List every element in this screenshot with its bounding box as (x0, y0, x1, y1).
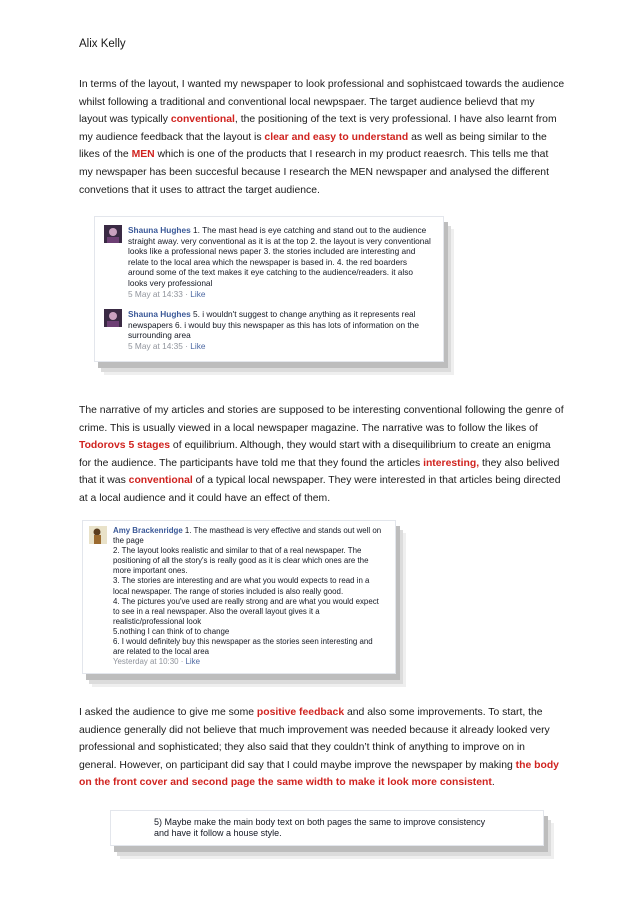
avatar (89, 526, 107, 544)
meta-separator: · (182, 340, 191, 351)
highlighted-text: clear and easy to understand (264, 131, 409, 143)
like-link[interactable]: Like (185, 657, 201, 667)
comment-line: 3. The stories are interesting and are what you would expects to read in a local newspaper. The range of stories included is also really good. (113, 576, 370, 596)
highlighted-text: conventional (128, 475, 193, 487)
feedback-screenshot-1 (94, 216, 444, 362)
avatar (104, 309, 122, 327)
paragraph-text: of equilibrium. Although, they would start with a disequilibrium to create an enigma for the audience. The participants have told me that they found the articles (79, 440, 551, 469)
paragraph-text: , the positioning of the text is very professional. I have also learnt from my audience feedback that the layout is (79, 114, 557, 143)
comment-line: 4. The pictures you've used are really strong and are what you would expect to see in a real newspaper. Also the overall layout gives it a realistic/professional look (113, 596, 379, 626)
highlighted-text: Todorovs 5 stages (79, 440, 171, 452)
paragraph-text: I asked the audience to give me some (79, 707, 257, 718)
comment-text: 1. The mast head is eye catching and stand out to the audience straight away. very conventional as it is at the top 2. the layout is very conventional looks like a professional news paper 3. the stories included are interesting and relate to the local area which the newspaper is based in. 4. the red boarders around some of the text makes it eye catching to the audience/readers. it also looks very professional (128, 225, 431, 288)
paragraph-text: of a typical local newspaper. They were interested in that articles being directed at a local audience and it could have an effect of them. (79, 475, 561, 504)
comment-time[interactable]: 5 May at 14:35 (128, 340, 183, 351)
commenter-name[interactable]: Shauna Hughes (128, 225, 191, 235)
feedback-screenshot-2 (82, 520, 396, 674)
meta-separator: · (178, 657, 186, 667)
highlighted-text: MEN (131, 149, 155, 161)
highlighted-text: interesting, (423, 457, 480, 469)
paragraph-text: . (491, 777, 495, 789)
highlighted-text: the body on the front cover and second page the same width to make it look more consistent (79, 759, 559, 789)
highlighted-text: positive feedback (256, 707, 345, 718)
comment-line: 1. The masthead is very effective and stands out well on the page (113, 526, 382, 546)
paragraph-text: which is one of the products that I research in my product reaesrch. This tells me that my newspaper has been succesful because I research the MEN newspaper and analysed the different convetions that it uses to attract the target audience. (79, 149, 549, 196)
like-link[interactable]: Like (190, 288, 206, 299)
commenter-name[interactable]: Shauna Hughes (128, 309, 191, 319)
paragraph-text: they also belived that it was (79, 457, 560, 487)
meta-separator: · (182, 288, 191, 299)
commenter-name[interactable]: Amy Brackenridge (113, 526, 183, 535)
feedback-paragraph (79, 704, 565, 792)
comment-time[interactable]: Yesterday at 10:30 (113, 657, 179, 667)
avatar (104, 225, 122, 243)
narrative-paragraph (79, 402, 565, 508)
comment-line: 2. The layout looks realistic and similar to that of a real newspaper. The positioning of all the story's is really good as it is clear which ones are the more important ones. (113, 546, 369, 576)
comment-line: 5.nothing I can think of to change (113, 626, 230, 636)
paragraph-text: In terms of the layout, I wanted my newspaper to look professional and sophistcaed towards the audience whilst following a traditional and conventional local newpspaer. The target audience believd that my layout was typically (79, 79, 565, 126)
paragraph-text: as well as being similar to the likes of the (79, 131, 547, 161)
comment-text: 5. i wouldn't suggest to change anything as it represents real newspapers 6. i would buy this newspaper as this has lots of information on the surrounding area (128, 309, 420, 341)
highlighted-text: conventional (170, 114, 235, 126)
comment-line: 6. I would definitely buy this newspaper as the stories seen interesting and are related to the local area (113, 637, 373, 657)
feedback-screenshot-3 (110, 810, 544, 846)
paragraph-text: and also some improvements. To start, the audience generally did not believe that much improvement was needed because it already looked very professional and sophisticated; they also said that they couldn’t think of anything to improve on in general. However, on participant did say that I could maybe improve the newspaper by making (79, 707, 550, 771)
paragraph-text: The narrative of my articles and stories are supposed to be interesting conventional following the genre of crime. This is usually viewed in a local newspaper magazine. The narrative was to follow the likes of (79, 405, 564, 434)
like-link[interactable]: Like (190, 340, 206, 351)
comment-time[interactable]: 5 May at 14:33 (128, 288, 183, 299)
author-name: Alix Kelly (79, 38, 126, 50)
comment-text: 5) Maybe make the main body text on both pages the same to improve consistency and have it follow a house style. (154, 817, 486, 839)
layout-paragraph (79, 76, 565, 199)
